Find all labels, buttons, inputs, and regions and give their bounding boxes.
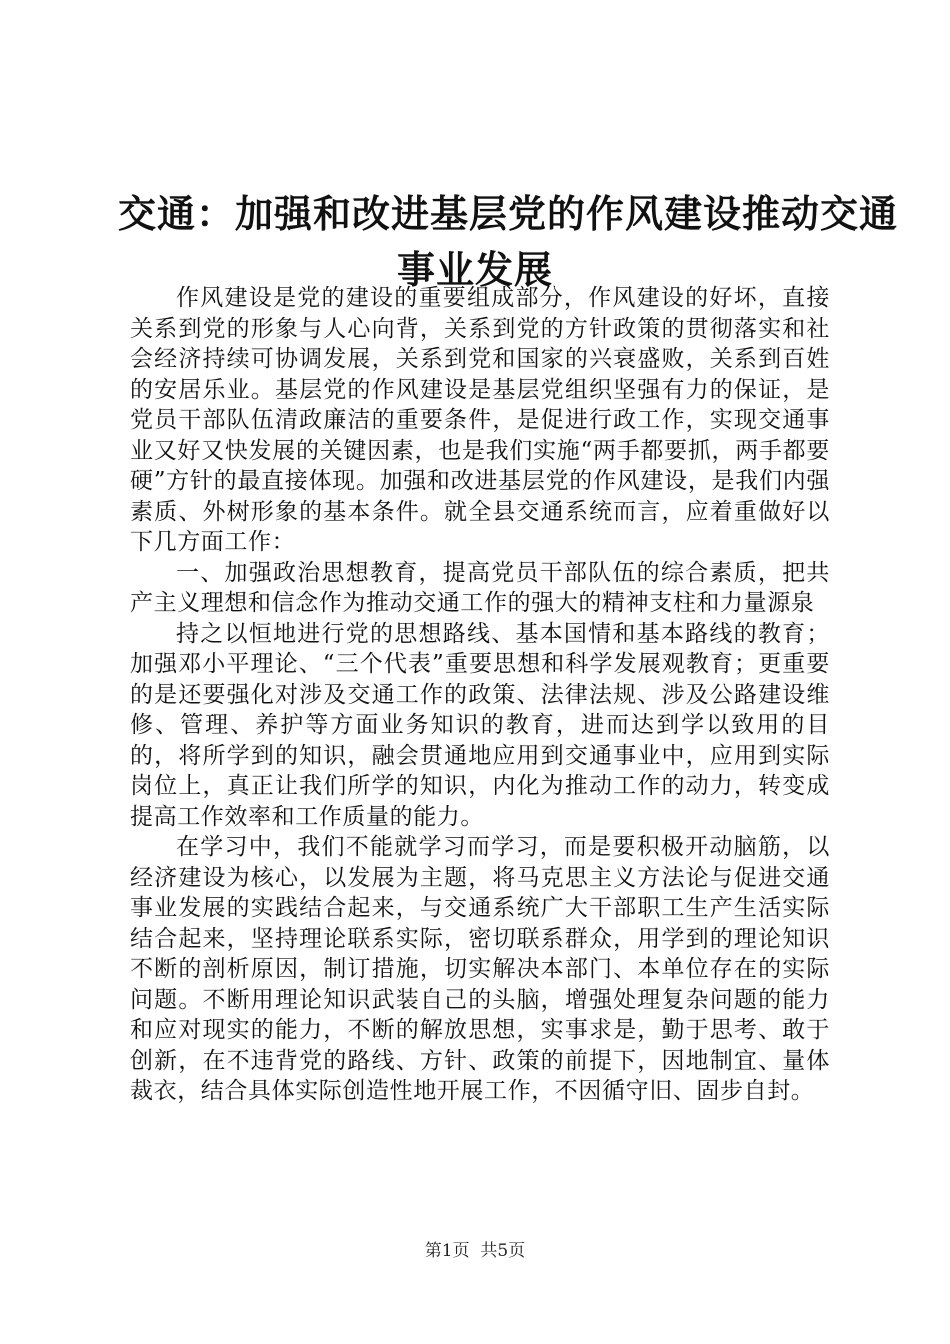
- page-footer: [0, 1240, 950, 1262]
- paragraph-education: 持之以恒地进行党的思想路线、基本国情和基本路线的教育；加强邓小平理论、“三个代表”重要思想和科学发展观教育；更重要的是还要强化对涉及交通工作的政策、法律法规、涉及公路建设维修、管理、养护等方面业务知识的教育，进而达到学以致用的目的，将所学到的知识，融会贯通地应用到交通事业中，应用到实际岗位上，真正让我们所学的知识，内化为推动工作的动力，转变成提高工作效率和工作质量的能力。: [130, 620, 830, 830]
- paragraph-learning: 在学习中，我们不能就学习而学习，而是要积极开动脑筋，以经济建设为核心，以发展为主题，将马克思主义方法论与促进交通事业发展的实践结合起来，与交通系统广大干部职工生产生活实际结合起来，坚持理论联系实际，密切联系群众，用学到的理论知识不断的剖析原因，制订措施，切实解决本部门、本单位存在的实际问题。不断用理论知识武装自己的头脑，增强处理复杂问题的能力和应对现实的能力，不断的解放思想，实事求是，勤于思考、敢于创新，在不违背党的路线、方针、政策的前提下，因地制宜、量体裁衣，结合具体实际创造性地开展工作，不因循守旧、固步自封。: [130, 834, 830, 1104]
- paragraph-section-heading: 一、加强政治思想教育，提高党员干部队伍的综合素质，把共产主义理想和信念作为推动交通工作的强大的精神支柱和力量源泉: [130, 559, 830, 616]
- document-body: [130, 283, 830, 1107]
- title-line-1: 交通：加强和改进基层党的作风建设推动交通: [118, 191, 899, 236]
- title-line-2: 事业发展: [396, 247, 553, 292]
- document-title: [118, 186, 899, 298]
- page-number: 第1页 共5页: [424, 1241, 526, 1261]
- paragraph-intro: 作风建设是党的建设的重要组成部分，作风建设的好坏，直接关系到党的形象与人心向背，关系到党的方针政策的贯彻落实和社会经济持续可协调发展，关系到党和国家的兴衰盛败，关系到百姓的安居乐业。基层党的作风建设是基层党组织坚强有力的保证，是党员干部队伍清政廉洁的重要条件，是促进行政工作，实现交通事业又好又快发展的关键因素，也是我们实施“两手都要抓，两手都要硬”方针的最直接体现。加强和改进基层党的作风建设，是我们内强素质、外树形象的基本条件。就全县交通系统而言，应着重做好以下几方面工作：: [130, 285, 830, 555]
